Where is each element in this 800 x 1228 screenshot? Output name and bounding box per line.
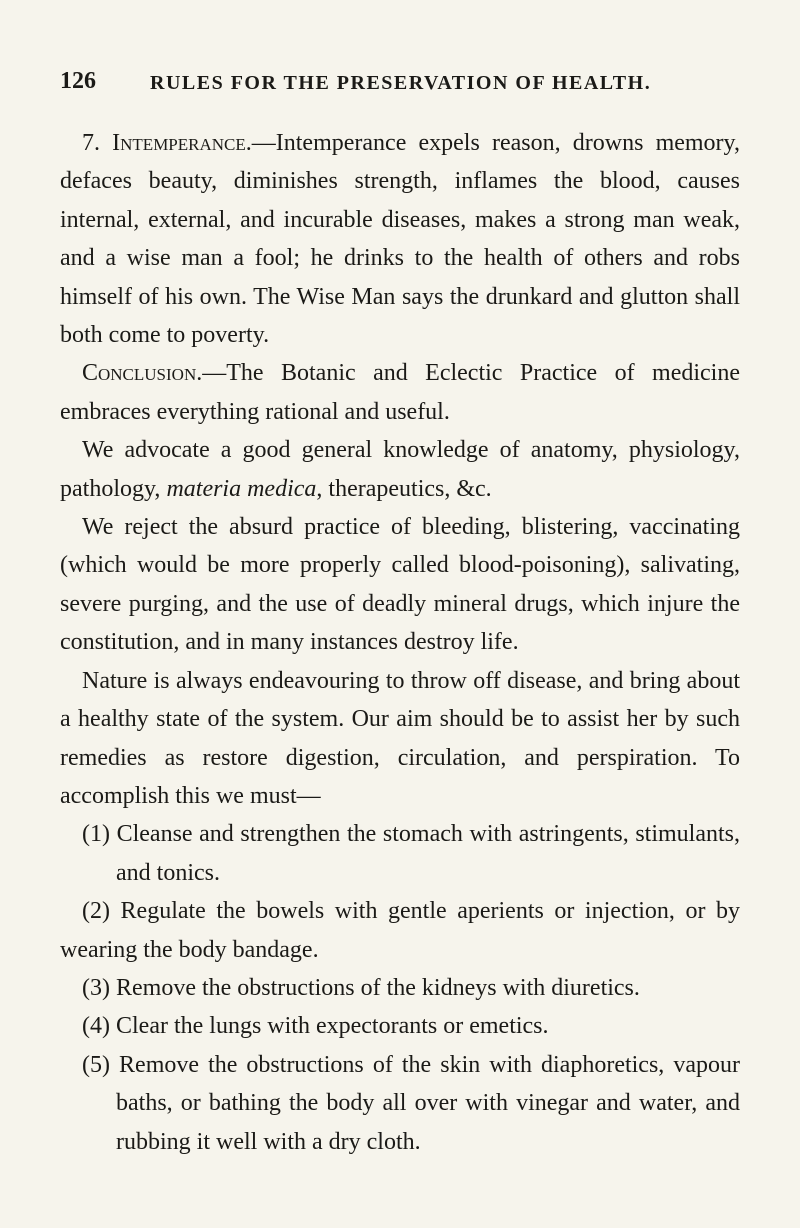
paragraph-conclusion — [60, 354, 740, 431]
advocate-text-before: We advocate a good general knowledge of anatomy, physiology, pathology, — [60, 437, 740, 502]
materia-medica-term: materia medica — [166, 475, 317, 502]
advocate-text-after: , therapeutics, &c. — [316, 475, 492, 502]
paragraph-intemperance — [60, 124, 740, 354]
list-item-5: (5) Remove the obstructions of the skin with diaphoretics, vapour baths, or bathing the body all over with vinegar and water, and rubbing it well with a dry cloth. — [82, 1051, 740, 1155]
list-item-1: (1) Cleanse and strengthen the stomach with astringents, stimulants, and tonics. — [82, 821, 740, 886]
list-item-4: (4) Clear the lungs with expectorants or emetics. — [82, 1013, 549, 1040]
paragraph-advocate — [60, 431, 740, 508]
page-number: 126 — [60, 68, 96, 94]
heading-conclusion: Conclusion. — [82, 360, 203, 387]
page-header — [60, 68, 740, 100]
page-body — [60, 124, 740, 1161]
list-item-3: (3) Remove the obstructions of the kidneys with diuretics. — [82, 974, 640, 1001]
paragraph-reject: We reject the absurd practice of bleeding, blistering, vaccinating (which would be more properly called blood-poisoning), salivating, severe purging, and the use of deadly mineral drugs, which injure the constitution, and in many instances destroy life. — [60, 514, 740, 656]
conclusion-text: —The Botanic and Eclectic Practice of medicine embraces everything rational and useful. — [60, 360, 740, 425]
list-item-2: (2) Regulate the bowels with gentle aperients or injection, or by wearing the body bandage. — [60, 898, 740, 963]
paragraph-nature: Nature is always endeavouring to throw off disease, and bring about a healthy state of the system. Our aim should be to assist her by such remedies as restore digestion, circulation, and perspiration. To accomplish this we must— — [60, 667, 740, 809]
heading-intemperance: 7. Intemperance. — [82, 130, 252, 156]
running-title: RULES FOR THE PRESERVATION OF HEALTH. — [150, 72, 652, 94]
intemperance-text: —Intemperance expels reason, drowns memory, defaces beauty, diminishes strength, inflames the blood, causes internal, external, and incurable diseases, makes a strong man weak, and a wise man a fool; he drinks to the health of others and robs himself of his own. The Wise Man says the drunkard and glutton shall both come to poverty. — [60, 130, 740, 349]
